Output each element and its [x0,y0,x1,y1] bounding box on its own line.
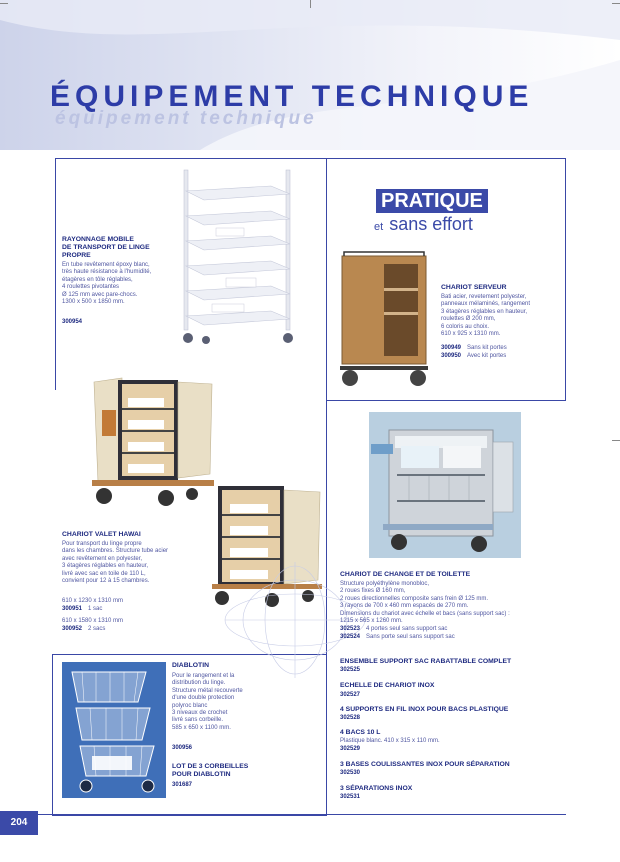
slogan-effort: et sans effort [374,214,473,234]
serveur-code-row: 300949 Sans kit portes [441,345,507,351]
rayonnage-description: En tube revêtement époxy blanc, très haute résistance à l'humidité, étagères en tôle réglables, 4 roulettes pivotantes Ø 125 mm avec pare-chocs. 1300 x 500 x 1850 mm. [62,262,152,306]
grid-line [565,158,566,401]
accessory-title: ENSEMBLE SUPPORT SAC RABATTABLE COMPLET [340,658,512,665]
accessory-title: 3 SÉPARATIONS INOX [340,785,413,792]
crop-mark [0,3,8,4]
change-description: Structure polyéthylène monobloc, 2 roues fixes Ø 160 mm, 2 roues directionnelles composite sans frein Ø 125 mm. 3 rayons de 700 x 460 mm espacés de 270 mm. Dimensions du chariot avec échelle et bacs (sans support sac) : 1215 x 565 x 1260 mm. [340,581,510,625]
accessory-description: Plastique blanc. 410 x 315 x 110 mm. [340,738,440,744]
diablotin-photo [62,662,166,798]
grid-line [55,158,56,390]
accessory-code: 302528 [340,715,361,721]
valet-code-row: 300951 1 sac [62,606,103,612]
grid-line [55,158,566,159]
rayonnage-title: RAYONNAGE MOBILE DE TRANSPORT DE LINGE PROPRE [62,236,150,259]
grid-line [326,400,566,401]
lot-code: 301687 [172,782,193,788]
diablotin-description: Pour le rangement et la distribution du linge. Structure métal recouverte d'une double protection polyroc blanc 3 niveaux de crochet livré sans corbeille. 585 x 650 x 1100 mm. [172,673,243,731]
crop-mark [612,440,620,441]
serveur-photo [334,250,434,390]
grid-line [326,158,327,400]
serveur-code-row: 300950 Avec kit portes [441,353,507,359]
slogan-pratique: PRATIQUE [376,189,488,213]
valet-description: Pour transport du linge propre dans les chambres. Structure tube acier avec revêtement en polyester, 3 étagères réglables en hauteur, livré avec sac en toile de 110 L, convient pour 12 à 15 chambres. [62,541,169,585]
rayonnage-code: 300954 [62,319,83,325]
accessory-title: ECHELLE DE CHARIOT INOX [340,682,435,689]
accessory-code: 302529 [340,746,361,752]
accessory-title: 4 SUPPORTS EN FIL INOX POUR BACS PLASTIQUE [340,706,509,713]
page-subtitle: équipement technique [55,108,317,129]
lot-title: LOT DE 3 CORBEILLES POUR DIABLOTIN [172,763,249,778]
valet-dimension-2: 610 x 1580 x 1310 mm [62,618,124,624]
serveur-description: Bati acier, revetement polyester, panneaux mélaminés, rangement 3 étagères réglables en hauteur, roulettes Ø 200 mm, 6 coloris au choix. 610 x 925 x 1310 mm. [441,294,531,338]
change-photo [369,412,521,558]
grid-line [38,814,566,815]
accessory-title: 3 BASES COULISSANTES INOX POUR SÉPARATION [340,761,510,768]
crop-mark [310,0,311,8]
change-code-row: 302524 Sans porte seul sans support sac [340,634,455,640]
valet-photo-large [92,370,220,510]
diablotin-title: DIABLOTIN [172,662,210,669]
page-number: 204 [0,811,38,835]
accessory-code: 302531 [340,794,361,800]
rayonnage-photo [176,166,300,346]
accessory-code: 302525 [340,667,361,673]
page-title: ÉQUIPEMENT TECHNIQUE [50,80,534,113]
change-code-row: 302523 4 portes seul sans support sac [340,626,448,632]
diablotin-code: 300956 [172,745,193,751]
crop-mark [612,3,620,4]
accessory-code: 302530 [340,770,361,776]
accessory-code: 302527 [340,692,361,698]
serveur-title: CHARIOT SERVEUR [441,284,507,291]
valet-title: CHARIOT VALET HAWAI [62,531,141,538]
valet-dimension-1: 610 x 1230 x 1310 mm [62,598,124,604]
valet-code-row: 300952 2 sacs [62,626,106,632]
change-title: CHARIOT DE CHANGE ET DE TOILETTE [340,571,471,578]
accessory-title: 4 BACS 10 L [340,729,381,736]
